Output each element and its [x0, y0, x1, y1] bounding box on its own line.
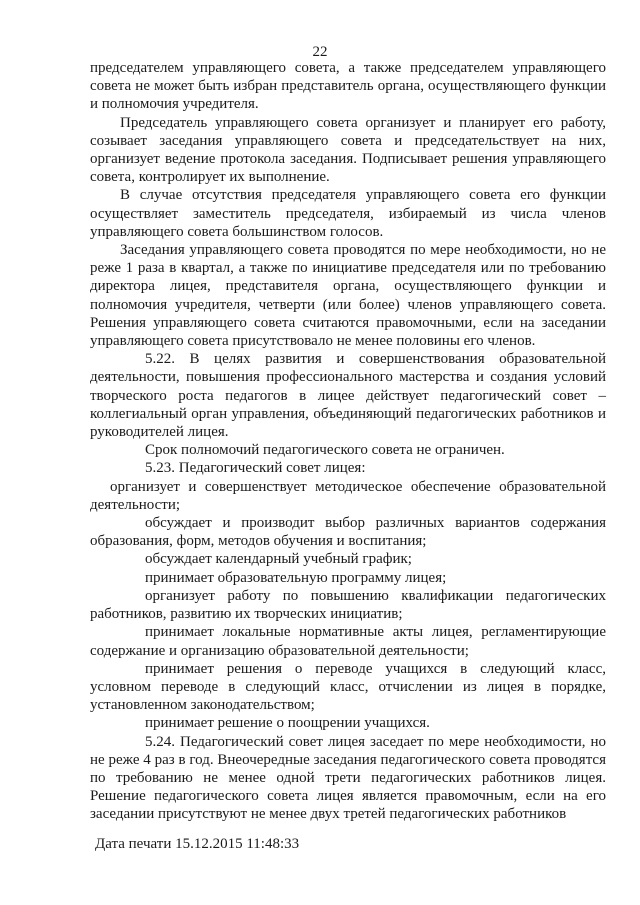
paragraph: председателем управляющего совета, а также председателем управляющего совета не может быть избран представитель органа, осуществляющего функции и полномочия учредителя. — [90, 60, 606, 113]
paragraph: Заседания управляющего совета проводятся по мере необходимости, но не реже 1 раза в квартал, а также по инициативе председателя или по требованию директора лицея, представителя органа, осуществляющего функции и полномочия учредителя, четверти (или более) членов управляющего совета. Решения управляющего совета считаются правомочными, если на заседании управляющего совета присутствовало не менее половины его членов. — [90, 242, 606, 350]
list-item: обсуждает календарный учебный график; — [145, 551, 412, 568]
paragraph: 5.22. В целях развития и совершенствования образовательной деятельности, повышения профессионального мастерства и создания условий творческого роста педагогов в лицее действует педагогический совет – коллегиальный орган управления, объединяющий педагогических работников и руководителей лицея. — [90, 351, 606, 441]
paragraph: 5.24. Педагогический совет лицея заседает по мере необходимости, но не реже 4 раз в год. Внеочередные заседания педагогического совета проводятся по требованию не менее одной трети педагогических работников лицея. Решение педагогического совета лицея является правомочным, если на его заседании присутствуют не менее двух третей педагогических работников — [90, 733, 606, 823]
page-number: 22 — [312, 44, 328, 60]
paragraph: Срок полномочий педагогического совета не ограничен. — [145, 442, 505, 459]
print-date-footer: Дата печати 15.12.2015 11:48:33 — [95, 836, 300, 852]
paragraph: В случае отсутствия председателя управляющего совета его функции осуществляет заместитель председателя, избираемый из числа членов управляющего совета большинством голосов. — [90, 187, 606, 240]
list-item: обсуждает и производит выбор различных вариантов содержания образования, форм, методов обучения и воспитания; — [90, 515, 606, 550]
document-body — [90, 59, 606, 824]
list-item: принимает образовательную программу лицея; — [145, 569, 447, 586]
list-item: организует работу по повышению квалификации педагогических работников, развитию их творческих инициатив; — [90, 587, 606, 623]
paragraph: 5.23. Педагогический совет лицея: — [145, 460, 366, 477]
list-item: принимает локальные нормативные акты лицея, регламентирующие содержание и организацию образовательной деятельности; — [90, 624, 606, 659]
list-item: принимает решение о поощрении учащихся. — [145, 715, 430, 732]
list-item: принимает решения о переводе учащихся в следующий класс, условном переводе в следующий класс, отчислении из лицея в порядке, установленном законодательством; — [90, 660, 606, 714]
paragraph: Председатель управляющего совета организует и планирует его работу, созывает заседания управляющего совета и председательствует на них, организует ведение протокола заседания. Подписывает решения управляющего совета, контролирует их выполнение. — [90, 114, 606, 186]
list-item: организует и совершенствует методическое обеспечение образовательной деятельности; — [90, 478, 606, 513]
